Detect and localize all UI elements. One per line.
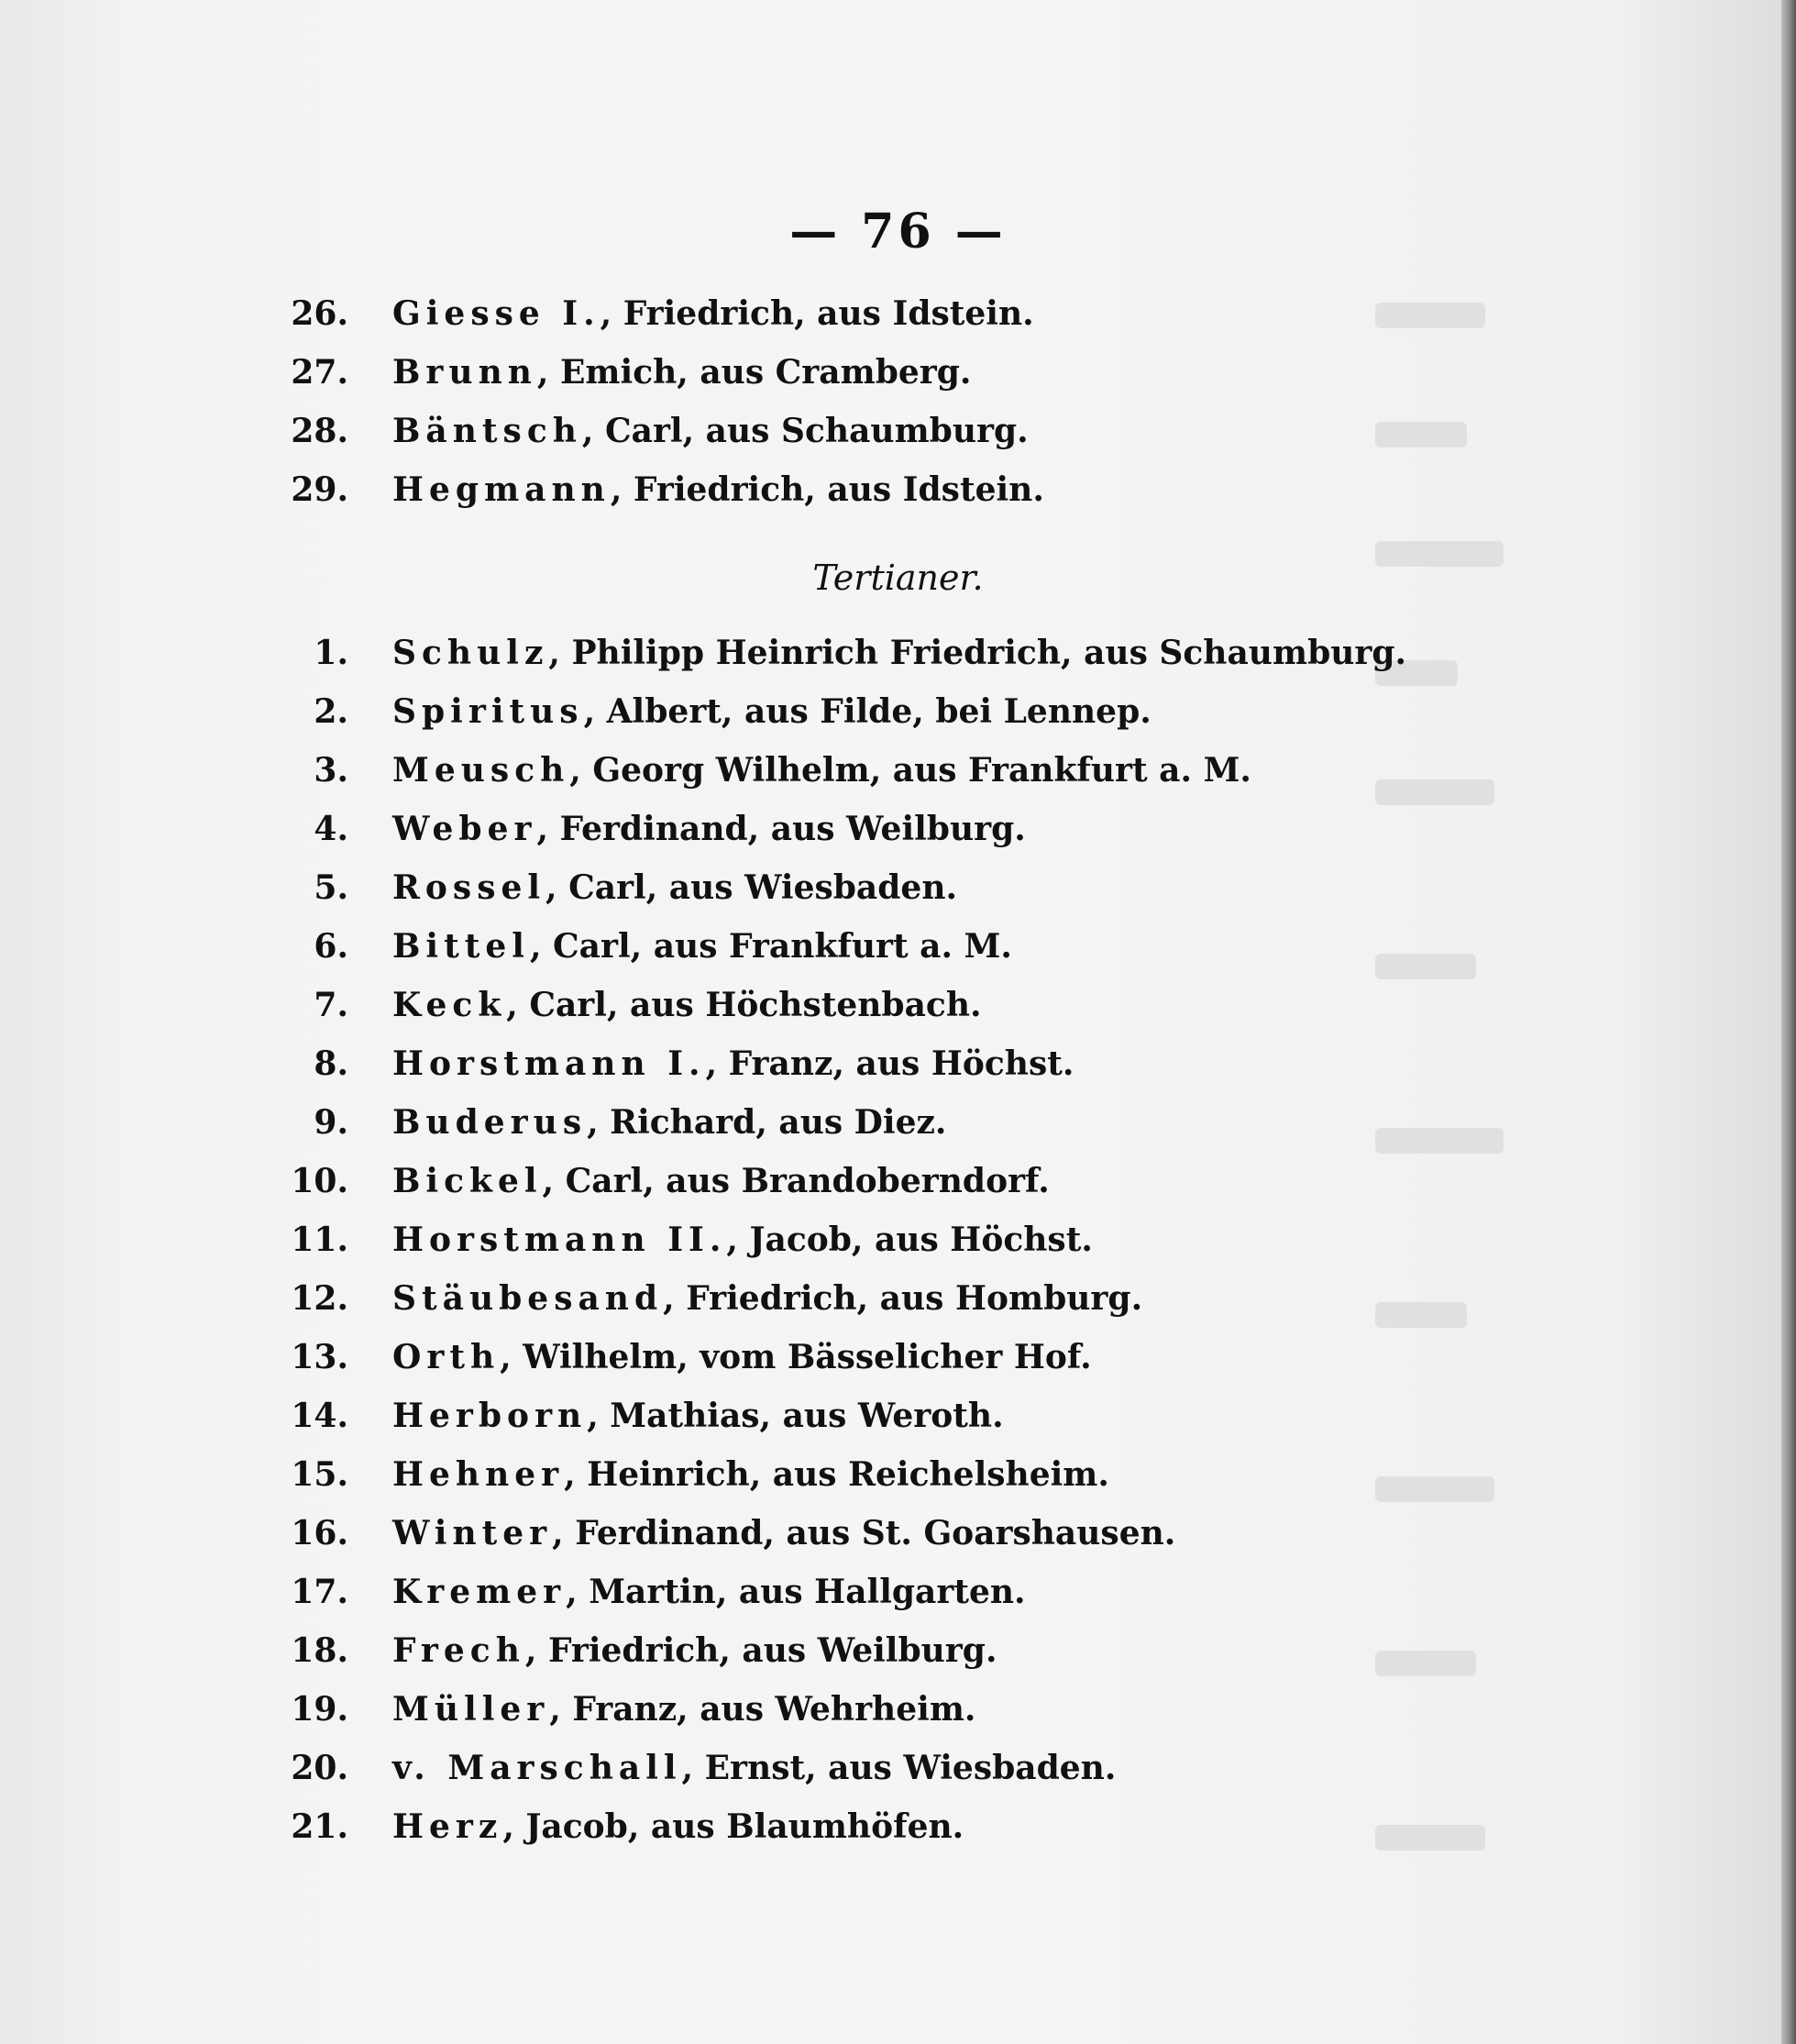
entry-surname: Brunn	[392, 353, 537, 392]
entry-surname: Hegmann	[392, 470, 611, 509]
entry-surname: Buderus	[392, 1103, 588, 1142]
page-number: — 76 —	[789, 204, 1007, 260]
entry-text	[392, 1271, 1142, 1326]
entry-surname: Horstmann II.	[392, 1221, 727, 1259]
entry-surname: Müller	[392, 1690, 550, 1729]
list-item	[0, 919, 1742, 974]
entry-number: 5.	[314, 868, 348, 907]
entry-text	[392, 1095, 946, 1150]
list-item	[0, 345, 1742, 400]
entry-text	[392, 1330, 1092, 1385]
entry-number: 26.	[291, 294, 348, 333]
entry-surname: Bäntsch	[392, 412, 582, 450]
entry-surname: Giesse I.	[392, 294, 601, 333]
list-item	[0, 860, 1742, 915]
entry-number: 29.	[291, 470, 348, 509]
entry-text	[392, 1564, 1026, 1619]
list-item	[0, 1036, 1742, 1091]
list-item	[0, 1506, 1742, 1561]
entry-details: , Friedrich, aus Idstein.	[610, 470, 1044, 509]
entry-text	[392, 1154, 1050, 1209]
list-item	[0, 1330, 1742, 1385]
list-item	[0, 1623, 1742, 1678]
entry-details: , Mathias, aus Weroth.	[587, 1397, 1004, 1435]
entry-surname: Herborn	[392, 1397, 588, 1435]
entry-text	[392, 1740, 1116, 1795]
entry-number: 6.	[314, 927, 348, 966]
entry-number: 11.	[291, 1221, 348, 1259]
entry-text	[392, 286, 1034, 341]
entry-number: 21.	[291, 1807, 348, 1846]
entry-number: 13.	[291, 1338, 348, 1376]
entry-details: , Carl, aus Frankfurt a. M.	[529, 927, 1012, 966]
entry-text	[392, 743, 1251, 798]
entry-details: , Ernst, aus Wiesbaden.	[681, 1749, 1117, 1787]
entry-number: 18.	[291, 1631, 348, 1670]
entry-number: 15.	[291, 1455, 348, 1494]
entry-text	[392, 801, 1026, 856]
entry-details: , Georg Wilhelm, aus Frankfurt a. M.	[569, 751, 1251, 790]
list-item	[0, 462, 1742, 517]
entry-text	[392, 462, 1044, 517]
list-item	[0, 1154, 1742, 1209]
entry-number: 27.	[291, 353, 348, 392]
entry-text	[392, 860, 957, 915]
entry-surname: Bickel	[392, 1162, 543, 1200]
entry-number: 3.	[314, 751, 348, 790]
list-item	[0, 1271, 1742, 1326]
entry-number: 10.	[291, 1162, 348, 1200]
entry-number: 16.	[291, 1514, 348, 1552]
entry-surname: Herz	[392, 1807, 503, 1846]
entry-details: , Friedrich, aus Homburg.	[663, 1279, 1143, 1318]
entry-surname: Stäubesand	[392, 1279, 664, 1318]
entry-details: , Carl, aus Schaumburg.	[581, 412, 1029, 450]
entry-details: , Ferdinand, aus Weilburg.	[536, 810, 1026, 848]
entry-text	[392, 684, 1151, 739]
entry-details: , Jacob, aus Höchst.	[726, 1221, 1093, 1259]
entry-number: 8.	[314, 1044, 348, 1083]
entry-text	[392, 345, 971, 400]
entry-surname: Kremer	[392, 1573, 567, 1611]
entry-number: 20.	[291, 1749, 348, 1787]
entry-surname: Horstmann I.	[392, 1044, 706, 1083]
entry-number: 19.	[291, 1690, 348, 1729]
entry-surname: Hehner	[392, 1455, 565, 1494]
entry-surname: Frech	[392, 1631, 525, 1670]
entry-details: , Carl, aus Brandoberndorf.	[542, 1162, 1050, 1200]
entry-surname: Bittel	[392, 927, 530, 966]
entry-number: 12.	[291, 1279, 348, 1318]
entry-number: 14.	[291, 1397, 348, 1435]
list-item	[0, 1388, 1742, 1443]
entry-surname: Winter	[392, 1514, 553, 1552]
entry-details: , Martin, aus Hallgarten.	[566, 1573, 1026, 1611]
list-item	[0, 286, 1742, 341]
list-item	[0, 1447, 1742, 1502]
entry-details: , Emich, aus Cramberg.	[536, 353, 972, 392]
entry-text	[392, 978, 982, 1033]
entry-surname: Rossel	[392, 868, 546, 907]
entry-details: , Ferdinand, aus St. Goarshausen.	[552, 1514, 1176, 1552]
entry-text	[392, 625, 1406, 680]
entry-surname: Spiritus	[392, 692, 584, 731]
entry-details: , Wilhelm, vom Bässelicher Hof.	[500, 1338, 1092, 1376]
entry-details: , Carl, aus Höchstenbach.	[506, 986, 982, 1024]
list-item	[0, 625, 1742, 680]
entry-text	[392, 1799, 964, 1854]
entry-surname: Weber	[392, 810, 537, 848]
list-item	[0, 684, 1742, 739]
page-edge-shadow	[1781, 0, 1796, 2044]
entry-text	[392, 919, 1012, 974]
list-item	[0, 743, 1742, 798]
entry-details: , Heinrich, aus Reichelsheim.	[564, 1455, 1109, 1494]
section-heading: Tertianer.	[812, 558, 984, 598]
entry-text	[392, 1212, 1093, 1267]
entry-details: , Albert, aus Filde, bei Lennep.	[583, 692, 1151, 731]
entry-surname: Schulz	[392, 634, 549, 672]
list-item	[0, 1564, 1742, 1619]
list-item	[0, 1682, 1742, 1737]
entry-surname: v. Marschall	[392, 1749, 682, 1787]
entry-details: , Richard, aus Diez.	[587, 1103, 947, 1142]
list-item	[0, 1095, 1742, 1150]
entry-number: 9.	[314, 1103, 348, 1142]
entry-text	[392, 1036, 1074, 1091]
entry-number: 4.	[314, 810, 348, 848]
entry-text	[392, 1682, 975, 1737]
list-item	[0, 1740, 1742, 1795]
list-item	[0, 978, 1742, 1033]
list-item	[0, 1799, 1742, 1854]
list-item	[0, 1212, 1742, 1267]
entry-surname: Meusch	[392, 751, 570, 790]
entry-details: , Friedrich, aus Idstein.	[600, 294, 1034, 333]
entry-details: , Carl, aus Wiesbaden.	[545, 868, 958, 907]
entry-details: , Philipp Heinrich Friedrich, aus Schaumburg.	[548, 634, 1407, 672]
entry-number: 17.	[291, 1573, 348, 1611]
list-item	[0, 403, 1742, 459]
entry-surname: Keck	[392, 986, 507, 1024]
entry-details: , Friedrich, aus Weilburg.	[524, 1631, 997, 1670]
entry-number: 7.	[314, 986, 348, 1024]
entry-number: 1.	[314, 634, 348, 672]
entry-details: , Jacob, aus Blaumhöfen.	[502, 1807, 964, 1846]
list-item	[0, 801, 1742, 856]
entry-number: 28.	[291, 412, 348, 450]
entry-text	[392, 1447, 1109, 1502]
entry-surname: Orth	[392, 1338, 501, 1376]
entry-details: , Franz, aus Wehrheim.	[549, 1690, 976, 1729]
entry-text	[392, 1388, 1004, 1443]
entry-number: 2.	[314, 692, 348, 731]
entry-text	[392, 403, 1029, 459]
entry-text	[392, 1506, 1175, 1561]
entry-details: , Franz, aus Höchst.	[705, 1044, 1074, 1083]
entry-text	[392, 1623, 997, 1678]
